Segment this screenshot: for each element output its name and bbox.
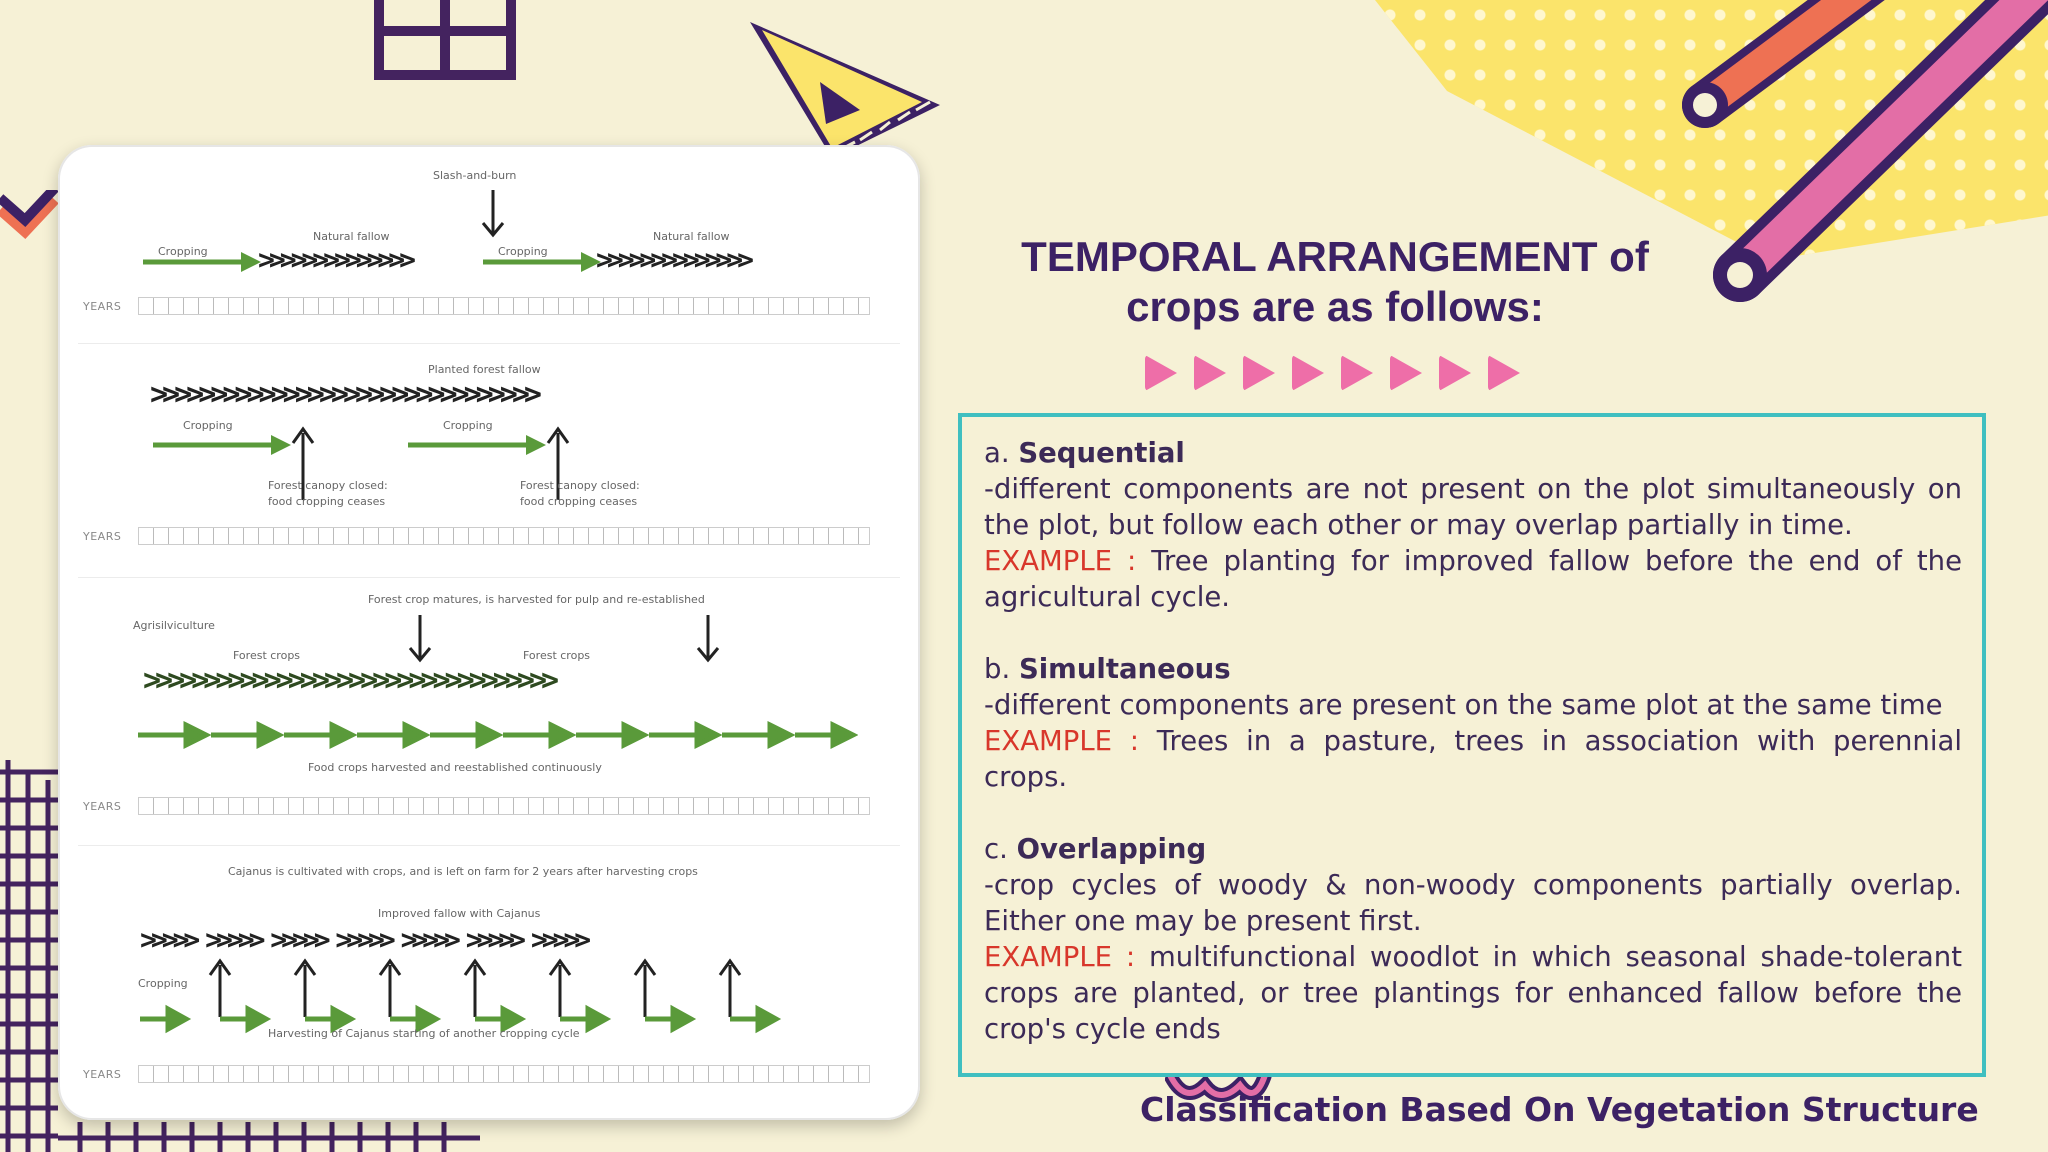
cajanus-harvest-arrows — [140, 957, 860, 1037]
panel4-top-label: Cajanus is cultivated with crops, and is left on farm for 2 years after harvesting crops — [228, 865, 698, 878]
play-triangle-icon — [1194, 355, 1226, 391]
panel-divider — [78, 343, 900, 344]
triangle-ruler-decoration — [740, 10, 950, 160]
panel2-top-label: Planted forest fallow — [428, 363, 541, 376]
years-scale: YEARS — [83, 1065, 870, 1083]
panel3-bottom-label: Food crops harvested and reestablished continuously — [308, 761, 602, 774]
panel2-note2b: food cropping ceases — [520, 495, 638, 508]
panel-divider — [78, 845, 900, 846]
play-triangle-icon — [1439, 355, 1471, 391]
section-a-description: -different components are not present on the plot simultaneously on the plot, but follow each other or may overlap partially in time. — [984, 473, 1962, 541]
title-line2: crops are as follows: — [1126, 283, 1544, 330]
years-scale: YEARS — [83, 297, 870, 315]
section-b-heading: b. Simultaneous — [984, 653, 1231, 685]
improved-fallow-chevrons: >>>>> >>>>> >>>>> >>>>> >>>>> >>>>> >>>>> — [140, 923, 586, 956]
panel2-note1b: food cropping ceases — [268, 495, 386, 508]
example-label: EXAMPLE : — [984, 941, 1149, 973]
play-triangle-icon — [1390, 355, 1422, 391]
section-c-description: -crop cycles of woody & non-woody components partially overlap. Either one may be present first. — [984, 869, 1962, 937]
section-a-example: EXAMPLE : Tree planting for improved fallow before the end of the agricultural cycle. — [984, 545, 1962, 613]
section-b-example: EXAMPLE : Trees in a pasture, trees in association with perennial crops. — [984, 725, 1962, 793]
example-label: EXAMPLE : — [984, 725, 1157, 757]
years-scale: YEARS — [83, 527, 870, 545]
panel3-top-label: Forest crop matures, is harvested for pulp and re-established — [368, 593, 705, 606]
panel4-sub-label: Improved fallow with Cajanus — [378, 907, 541, 920]
section-c-example: EXAMPLE : multifunctional woodlot in which seasonal shade-tolerant crops are planted, or tree plantings for enhanced fallow before the crop's cycle ends — [984, 941, 1962, 1045]
cropping-arrow-icon — [483, 250, 603, 274]
panel1-top-label: Slash-and-burn — [433, 169, 517, 182]
panel2-cropping1-label: Cropping — [183, 419, 233, 432]
section-a-heading: a. Sequential — [984, 437, 1185, 469]
title-line1: TEMPORAL ARRANGEMENT of — [1021, 233, 1649, 280]
stripe-tubes-decoration — [1660, 0, 2048, 320]
food-crop-arrows — [138, 720, 858, 750]
forest-crop-chevrons: >>>>>>>>>>>>>>>>>>>>>>>>>>>>>>>>>> — [143, 663, 554, 698]
panel-divider — [78, 577, 900, 578]
panel4-bottom-label: Harvesting of Cajanus starting of another cropping cycle — [268, 1027, 580, 1040]
arrangement-descriptions — [958, 413, 1986, 1077]
footer-caption: Classification Based On Vegetation Structure — [1140, 1090, 1979, 1129]
example-label: EXAMPLE : — [984, 545, 1152, 577]
down-arrow-icon — [693, 615, 723, 665]
slide-title — [965, 232, 1705, 332]
panel3-forest2-label: Forest crops — [523, 649, 591, 662]
play-triangle-icon — [1145, 355, 1177, 391]
panel1-fallow2-label: Natural fallow — [653, 230, 730, 243]
panel3-forest1-label: Forest crops — [233, 649, 301, 662]
section-b-description: -different components are present on the same plot at the same time — [984, 689, 1943, 721]
panel2-note1a: Forest canopy closed: — [268, 479, 388, 492]
years-scale: YEARS — [83, 797, 870, 815]
cropping-arrow-icon — [143, 250, 263, 274]
play-triangle-icon — [1341, 355, 1373, 391]
forest-fallow-chevrons: >>>>>>>>>>>>>>>>>>>>>>>>>>>>>>>> — [150, 377, 536, 412]
panel1-cropping1-label: Cropping — [158, 245, 208, 258]
down-arrow-icon — [478, 190, 508, 240]
panel1-cropping2-label: Cropping — [498, 245, 548, 258]
window-shape-decoration — [374, 0, 516, 80]
panel1-fallow1-label: Natural fallow — [313, 230, 390, 243]
fallow-chevrons: >>>>>>>>>>>>>> — [258, 243, 411, 276]
temporal-arrangement-figure — [58, 145, 920, 1120]
panel2-cropping2-label: Cropping — [443, 419, 493, 432]
down-arrow-icon — [405, 615, 435, 665]
panel2-note2a: Forest canopy closed: — [520, 479, 640, 492]
fallow-chevrons: >>>>>>>>>>>>>> — [596, 243, 749, 276]
triangle-arrow-row — [1145, 355, 1525, 395]
panel4-cropping-label: Cropping — [138, 977, 188, 990]
play-triangle-icon — [1292, 355, 1324, 391]
play-triangle-icon — [1488, 355, 1520, 391]
play-triangle-icon — [1243, 355, 1275, 391]
panel3-side-label: Agrisilviculture — [133, 619, 215, 632]
section-c-heading: c. Overlapping — [984, 833, 1207, 865]
